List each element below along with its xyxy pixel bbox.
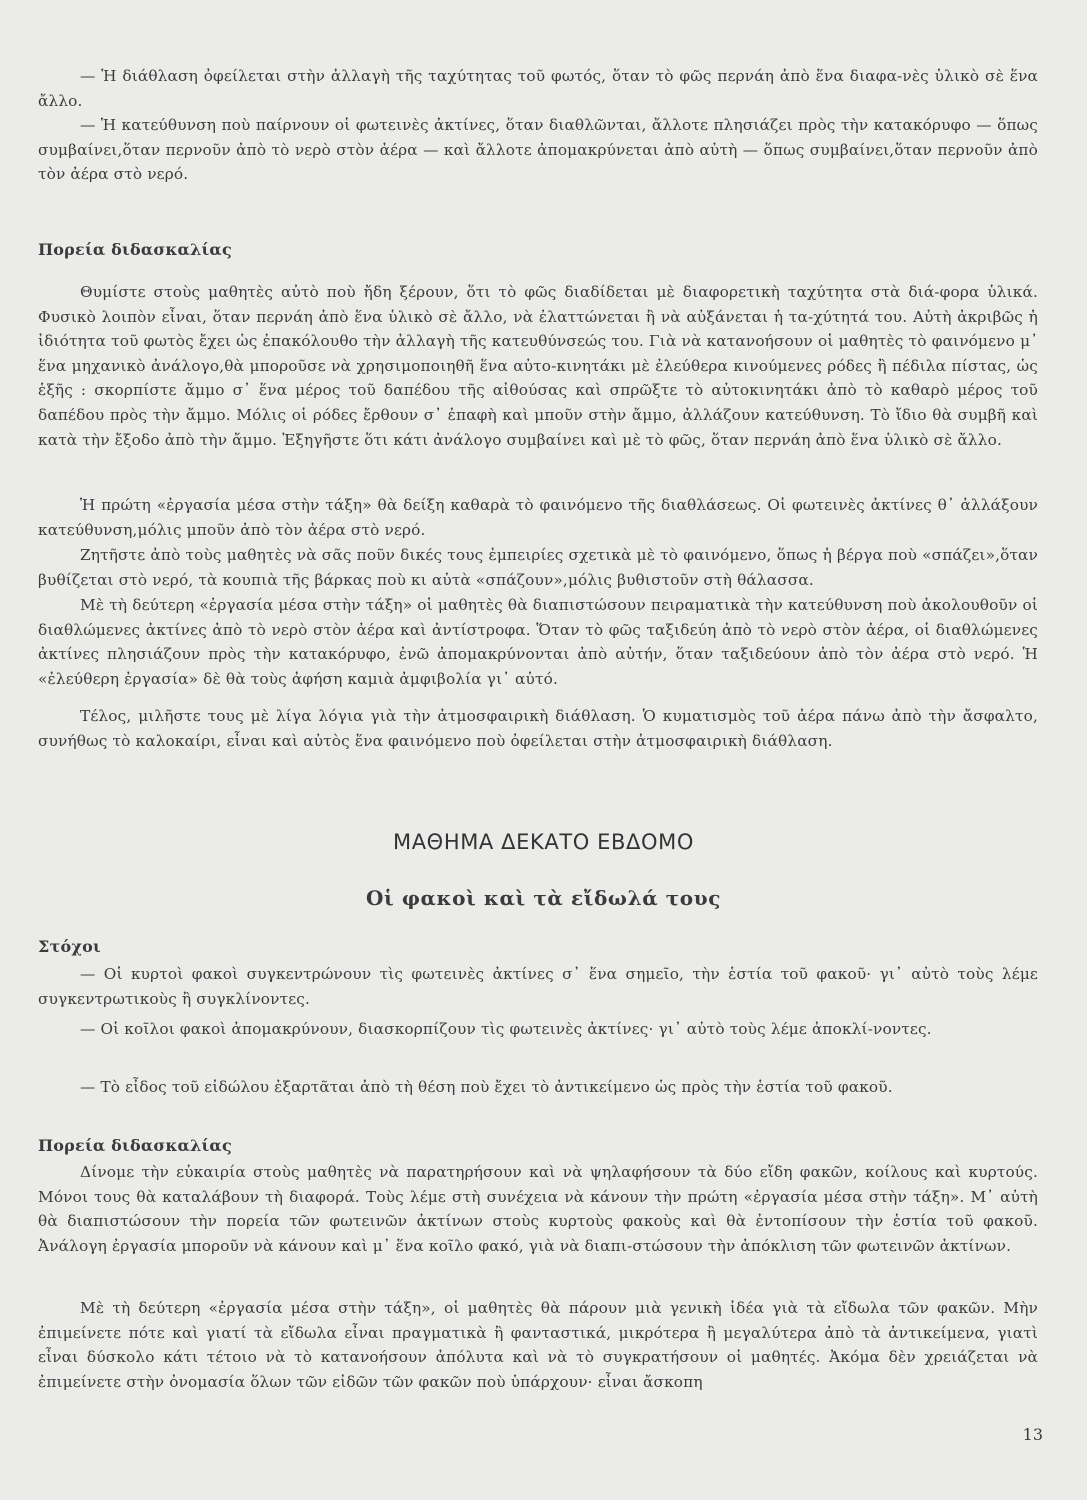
intro-paragraph-2: — Ἡ κατεύθυνση ποὺ παίρνουν οἱ φωτεινὲς ἀκτίνες, ὅταν διαθλῶνται, ἄλλοτε πλησιάζει πρὸς τὴν κατακόρυφο — ὅπως συμβαίνει,ὅταν περνοῦν ἀπὸ τὸ νερὸ στὸν ἀέρα — καὶ ἄλλοτε ἀπομακρύνεται ἀπὸ αὐτὴ — ὅπως συμβαίνει,ὅταν περνοῦν ἀπὸ τὸν ἀέρα στὸ νερό. [38,116,1038,184]
section2-paragraph-2: Μὲ τὴ δεύτερη «ἐργασία μέσα στὴν τάξη», οἱ μαθητὲς θὰ πάρουν μιὰ γενικὴ ἰδέα γιὰ τὰ εἴδωλα τῶν φακῶν. Μὴν ἐπιμείνετε πότε καὶ γιατί τὰ εἴδωλα εἶναι πραγματικὰ ἢ φανταστικά, μικρότερα ἢ μεγαλύτερα ἀπὸ τὰ ἀντικείμενα, γιατὶ εἶναι δύσκολο κάτι τέτοιο νὰ τὸ κατανοήσουν ἀπόλυτα καὶ νὰ τὸ συγκρατήσουν οἱ μαθητές. Ἀκόμα δὲν χρειάζεται νὰ ἐπιμείνετε στὴν ὀνομασία ὅλων τῶν εἰδῶν τῶν φακῶν ποὺ ὑπάρχουν· εἶναι ἄσκοπη [38,1299,1038,1391]
lesson-title: ΜΑΘΗΜΑ ΔΕΚΑΤΟ ΕΒΔΟΜΟ [393,830,694,854]
goals-item-3: — Τὸ εἶδος τοῦ εἰδώλου ἐξαρτᾶται ἀπὸ τὴ θέση ποὺ ἔχει τὸ ἀντικείμενο ὡς πρὸς τὴν ἑστία τοῦ φακοῦ. [80,1078,893,1096]
section-heading-teaching-1: Πορεία διδασκαλίας [38,240,232,259]
goals-item-2: — Οἱ κοῖλοι φακοὶ ἀπομακρύνουν, διασκορπίζουν τὶς φωτεινὲς ἀκτίνες· γι᾽ αὐτὸ τοὺς λέμε ἀποκλί-νοντες. [80,1020,932,1038]
section1-paragraph-5: Τέλος, μιλῆστε τους μὲ λίγα λόγια γιὰ τὴν ἀτμοσφαιρικὴ διάθλαση. Ὁ κυματισμὸς τοῦ ἀέρα πάνω ἀπὸ τὴν ἄσφαλτο, συνήθως τὸ καλοκαίρι, εἶναι καὶ αὐτὸς ἕνα φαινόμενο ποὺ ὀφείλεται στὴν ἀτμοσφαιρικὴ διάθλαση. [38,707,1038,750]
goals-heading: Στόχοι [38,937,101,956]
intro-paragraph-1: — Ἡ διάθλαση ὀφείλεται στὴν ἀλλαγὴ τῆς ταχύτητας τοῦ φωτός, ὅταν τὸ φῶς περνάη ἀπὸ ἕνα διαφα-νὲς ὑλικὸ σὲ ἕνα ἄλλο. [38,67,1038,110]
section1-paragraph-1: Θυμίστε στοὺς μαθητὲς αὐτὸ ποὺ ἤδη ξέρουν, ὅτι τὸ φῶς διαδίδεται μὲ διαφορετικὴ ταχύτητα στὰ διά-φορα ὑλικά. Φυσικὸ λοιπὸν εἶναι, ὅταν περνάη ἀπὸ ἕνα ὑλικὸ σὲ ἄλλο, νὰ ἐλαττώνεται ἢ νὰ αὐξάνεται ἡ τα-χύτητά του. Αὐτὴ ἀκριβῶς ἡ ἰδιότητα τοῦ φωτὸς ἔχει ὡς ἐπακόλουθο τὴν ἀλλαγὴ τῆς κατευθύνσεώς του. Γιὰ νὰ κατανοήσουν οἱ μαθητὲς τὸ φαινόμενο μ᾽ ἕνα μηχανικὸ ἀνάλογο,θὰ μποροῦσε νὰ χρησιμοποιηθῆ ἕνα αὐτο-κινητάκι μὲ ἐλεύθερα κινούμενες ρόδες ἢ πέδιλα πίστας, ὡς ἑξῆς : σκορπίστε ἄμμο σ᾽ ἕνα μέρος τοῦ δαπέδου τῆς αἰθούσας καὶ σπρῶξτε τὸ αὐτοκινητάκι ἀπὸ τὸ καθαρὸ μέρος τοῦ δαπέδου πρὸς τὴν ἄμμο. Μόλις οἱ ρόδες ἔρθουν σ᾽ ἐπαφὴ καὶ μποῦν στὴν ἄμμο, ἀλλάζουν κατεύθυνση. Τὸ ἴδιο θὰ συμβῆ καὶ κατὰ τὴν ἔξοδο ἀπὸ τὴν ἄμμο. Ἐξηγῆστε ὅτι κάτι ἀνάλογο συμβαίνει καὶ μὲ τὸ φῶς, ὅταν περνάη ἀπὸ ἕνα ὑλικὸ σὲ ἄλλο. [38,283,1038,449]
section1-paragraph-4: Μὲ τὴ δεύτερη «ἐργασία μέσα στὴν τάξη» οἱ μαθητὲς θὰ διαπιστώσουν πειραματικὰ τὴν κατεύθυνση ποὺ ἀκολουθοῦν οἱ διαθλώμενες ἀκτίνες ἀπὸ τὸ νερὸ στὸν ἀέρα καὶ ἀντίστροφα. Ὅταν τὸ φῶς ταξιδεύη ἀπὸ τὸ νερὸ στὸν ἀέρα, οἱ διαθλώμενες ἀκτίνες πλησιάζουν πρὸς τὴν κατακόρυφο, ἐνῶ ἀπομακρύνονται ἀπὸ αὐτήν, ὅταν ταξιδεύουν ἀπὸ τὸν ἀέρα στὸ νερό. Ἡ «ἐλεύθερη ἐργασία» δὲ θὰ τοὺς ἀφήση καμιὰ ἀμφιβολία γι᾽ αὐτό. [38,596,1038,688]
section1-paragraph-3: Ζητῆστε ἀπὸ τοὺς μαθητὲς νὰ σᾶς ποῦν δικές τους ἐμπειρίες σχετικὰ μὲ τὸ φαινόμενο, ὅπως ἡ βέργα ποὺ «σπάζει»,ὅταν βυθίζεται στὸ νερό, τὰ κουπιὰ τῆς βάρκας ποὺ κι αὐτὰ «σπάζουν»,μόλις βυθιστοῦν στὴ θάλασσα. [38,546,1038,589]
lesson-subtitle: Οἱ φακοὶ καὶ τὰ εἴδωλά τους [366,886,721,910]
section2-paragraph-1: Δίνομε τὴν εὐκαιρία στοὺς μαθητὲς νὰ παρατηρήσουν καὶ νὰ ψηλαφήσουν τὰ δύο εἴδη φακῶν, κοίλους καὶ κυρτούς. Μόνοι τους θὰ καταλάβουν τὴ διαφορά. Τοὺς λέμε στὴ συνέχεια νὰ κάνουν τὴν πρώτη «ἐργασία μέσα στὴν τάξη». Μ᾽ αὐτὴ θὰ διαπιστώσουν τὴν πορεία τῶν φωτεινῶν ἀκτίνων στοὺς κυρτοὺς φακοὺς καὶ θὰ ἐντοπίσουν τὴν ἑστία τοῦ φακοῦ. Ἀνάλογη ἐργασία μποροῦν νὰ κάνουν καὶ μ᾽ ἕνα κοῖλο φακό, γιὰ νὰ διαπι-στώσουν τὴν ἀπόκλιση τῶν φωτεινῶν ἀκτίνων. [38,1163,1038,1255]
page-number: 13 [1022,1425,1043,1444]
section-heading-teaching-2: Πορεία διδασκαλίας [38,1136,232,1155]
goals-item-1: — Οἱ κυρτοὶ φακοὶ συγκεντρώνουν τὶς φωτεινὲς ἀκτίνες σ᾽ ἕνα σημεῖο, τὴν ἑστία τοῦ φακοῦ· γι᾽ αὐτὸ τοὺς λέμε συγκεντρωτικοὺς ἢ συγκλίνοντες. [38,965,1038,1008]
section1-paragraph-2: Ἡ πρώτη «ἐργασία μέσα στὴν τάξη» θὰ δείξη καθαρὰ τὸ φαινόμενο τῆς διαθλάσεως. Οἱ φωτεινὲς ἀκτίνες θ᾽ ἀλλάξουν κατεύθυνση,μόλις μποῦν ἀπὸ τὸν ἀέρα στὸ νερό. [38,496,1038,539]
